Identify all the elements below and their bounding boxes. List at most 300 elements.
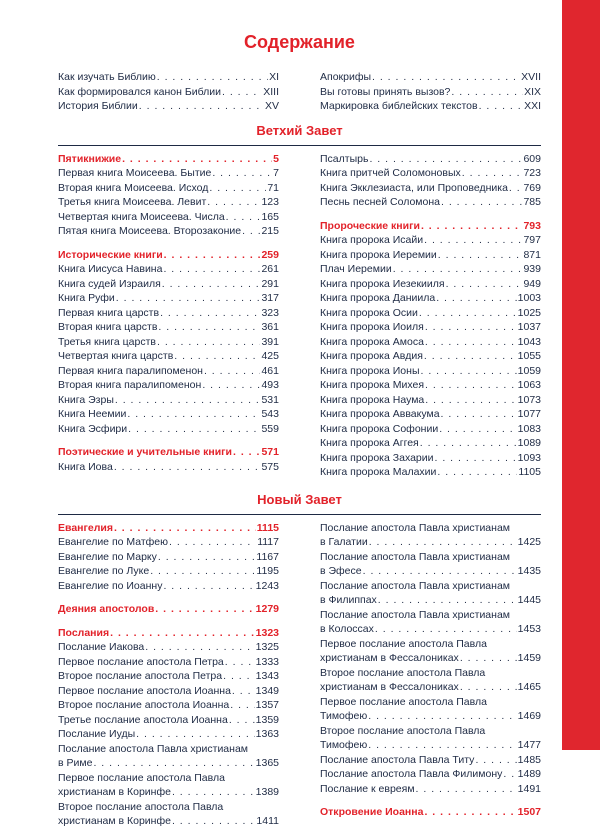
page-number: 871 bbox=[523, 248, 541, 261]
section-divider bbox=[58, 514, 541, 515]
toc-entry-title: Первая книга паралипоменон bbox=[58, 364, 203, 377]
dot-leader bbox=[425, 320, 517, 335]
toc-entry-title: Книга пророка Захарии bbox=[320, 451, 434, 464]
dot-leader bbox=[437, 465, 517, 480]
ot-left-column bbox=[58, 152, 279, 480]
dot-leader bbox=[169, 535, 256, 550]
toc-entry[interactable] bbox=[58, 85, 279, 100]
dot-leader bbox=[436, 291, 516, 306]
dot-leader bbox=[155, 602, 254, 617]
page-number: 1453 bbox=[517, 623, 541, 635]
dot-leader bbox=[435, 451, 517, 466]
toc-entry[interactable] bbox=[320, 724, 541, 753]
page-number: 1003 bbox=[517, 292, 541, 304]
toc-entry[interactable] bbox=[58, 393, 279, 408]
toc-entry[interactable] bbox=[320, 378, 541, 393]
toc-entry[interactable] bbox=[320, 152, 541, 167]
dot-leader bbox=[369, 535, 517, 550]
toc-entry-title: Третье послание апостола Иоанна bbox=[58, 713, 228, 726]
toc-entry[interactable] bbox=[58, 771, 279, 800]
page-number: 1359 bbox=[255, 713, 279, 726]
dot-leader bbox=[93, 756, 254, 771]
toc-entry[interactable] bbox=[320, 608, 541, 637]
page-number: 769 bbox=[523, 181, 541, 194]
toc-entry-title: Послания bbox=[58, 626, 110, 639]
toc-section-entry[interactable] bbox=[58, 521, 279, 536]
toc-entry-title: Исторические книги bbox=[58, 248, 163, 261]
dot-leader bbox=[139, 99, 264, 114]
toc-entry-title: Послание апостола Павла Филимону bbox=[320, 768, 503, 780]
page-number: 71 bbox=[267, 181, 279, 194]
dot-leader bbox=[122, 152, 272, 167]
toc-entry[interactable] bbox=[320, 277, 541, 292]
toc-section-entry[interactable] bbox=[320, 805, 541, 820]
page-number: 531 bbox=[261, 393, 279, 406]
dot-leader bbox=[226, 210, 261, 225]
toc-entry[interactable] bbox=[320, 451, 541, 466]
intro-left-column bbox=[58, 70, 279, 114]
page-number: 1459 bbox=[517, 652, 541, 664]
page-number: 723 bbox=[523, 167, 541, 179]
dot-leader bbox=[368, 709, 516, 724]
dot-leader bbox=[479, 99, 523, 114]
page-number: XV bbox=[264, 100, 279, 112]
toc-entry[interactable] bbox=[58, 727, 279, 742]
toc-entry[interactable] bbox=[58, 320, 279, 335]
toc-entry[interactable] bbox=[320, 99, 541, 114]
toc-entry[interactable] bbox=[58, 262, 279, 277]
toc-entry-title: в Филиппах bbox=[320, 594, 377, 606]
page-number: 1477 bbox=[517, 739, 541, 751]
page-number: 1445 bbox=[517, 594, 541, 606]
page-number: 1115 bbox=[256, 521, 279, 534]
toc-entry-title: Четвертая книга царств bbox=[58, 350, 174, 362]
page-number: 1195 bbox=[256, 565, 279, 577]
page-number: 165 bbox=[261, 210, 279, 223]
nt-left-column bbox=[58, 521, 279, 829]
toc-entry[interactable] bbox=[58, 550, 279, 565]
dot-leader bbox=[174, 349, 260, 364]
toc-entry-title: Первая книга Моисеева. Бытие bbox=[58, 167, 212, 179]
toc-entry-title: Апокрифы bbox=[320, 71, 372, 83]
page-number: 493 bbox=[261, 379, 279, 391]
page-number: 1363 bbox=[255, 728, 279, 740]
dot-leader bbox=[424, 805, 516, 820]
dot-leader bbox=[229, 713, 255, 728]
toc-entry-title: Евангелие по Луке bbox=[58, 565, 150, 577]
toc-entry-title: Маркировка библейских текстов bbox=[320, 100, 478, 112]
toc-entry-title: Первая книга царств bbox=[58, 306, 160, 319]
page-number: 361 bbox=[261, 321, 279, 333]
dot-leader bbox=[460, 680, 517, 695]
page-number: 1243 bbox=[255, 579, 279, 592]
dot-leader bbox=[421, 219, 523, 234]
toc-section-entry[interactable] bbox=[58, 626, 279, 641]
page-number: 215 bbox=[261, 225, 279, 237]
toc-entry-title: христианам в Фессалониках bbox=[320, 681, 459, 693]
toc-entry-title: История Библии bbox=[58, 100, 138, 112]
toc-entry[interactable] bbox=[58, 422, 279, 437]
toc-section-entry[interactable] bbox=[58, 248, 279, 263]
toc-entry-title: христианам в Фессалониках bbox=[320, 652, 459, 664]
page-number: XIX bbox=[524, 85, 541, 98]
dot-leader bbox=[225, 655, 255, 670]
toc-entry-title: Тимофею bbox=[320, 739, 368, 751]
page-number: 1279 bbox=[255, 603, 279, 615]
page-number: 323 bbox=[261, 306, 279, 319]
page-number: 1349 bbox=[255, 684, 279, 697]
toc-entry-title: Евангелие по Марку bbox=[58, 550, 157, 563]
page-number: 1357 bbox=[255, 699, 279, 711]
toc-entry-title: Книга пророка Осии bbox=[320, 306, 418, 319]
toc-entry[interactable] bbox=[320, 436, 541, 451]
toc-entry[interactable] bbox=[320, 550, 541, 579]
page-number: 1491 bbox=[517, 782, 541, 795]
page-number: 1025 bbox=[517, 306, 541, 319]
toc-entry[interactable] bbox=[58, 640, 279, 655]
toc-entry-title: Книга Иова bbox=[58, 460, 113, 473]
toc-entry-title: Книга пророка Михея bbox=[320, 379, 425, 391]
page-number: 1425 bbox=[517, 536, 541, 548]
toc-entry-title: Евангелие по Матфею bbox=[58, 536, 169, 548]
dot-leader bbox=[416, 782, 517, 797]
page-number: 1073 bbox=[517, 393, 541, 406]
toc-entry[interactable] bbox=[320, 465, 541, 480]
page-number: 785 bbox=[523, 196, 541, 208]
dot-leader bbox=[230, 698, 254, 713]
toc-entry-title: Послание апостола Павла Титу bbox=[320, 753, 475, 766]
dot-leader bbox=[164, 248, 261, 263]
intro-section bbox=[58, 70, 541, 114]
toc-entry[interactable] bbox=[58, 291, 279, 306]
toc-section-entry[interactable] bbox=[58, 152, 279, 167]
toc-entry[interactable] bbox=[58, 70, 279, 85]
toc-entry[interactable] bbox=[58, 684, 279, 699]
toc-entry-title-line: Второе послание апостола Павла bbox=[320, 666, 486, 679]
toc-entry[interactable] bbox=[58, 210, 279, 225]
toc-entry-title: Евангелия bbox=[58, 521, 113, 534]
page-number: 609 bbox=[523, 152, 541, 165]
toc-entry[interactable] bbox=[58, 579, 279, 594]
page-number: 571 bbox=[261, 446, 279, 458]
dot-leader bbox=[114, 521, 256, 536]
dot-leader bbox=[114, 460, 261, 475]
toc-entry-title: Евангелие по Иоанну bbox=[58, 579, 163, 592]
dot-leader bbox=[116, 291, 261, 306]
toc-entry[interactable] bbox=[58, 364, 279, 379]
page-number: 543 bbox=[261, 408, 279, 420]
page-number: XVII bbox=[521, 71, 541, 83]
page-number: 291 bbox=[261, 277, 279, 290]
new-testament-section bbox=[58, 521, 541, 829]
toc-entry-title-line: Первое послание апостола Павла bbox=[320, 637, 487, 650]
dot-leader bbox=[136, 727, 254, 742]
new-testament-heading: Новый Завет bbox=[257, 491, 342, 507]
toc-entry-title: Второе послание апостола Петра bbox=[58, 670, 223, 682]
dot-leader bbox=[115, 393, 261, 408]
toc-entry-title-line: Второе послание апостола Павла bbox=[58, 800, 224, 813]
toc-entry-title: в Галатии bbox=[320, 536, 368, 548]
dot-leader bbox=[242, 224, 260, 239]
toc-entry[interactable] bbox=[320, 782, 541, 797]
page-number: 575 bbox=[261, 460, 279, 473]
toc-entry-title: Книга пророка Аггея bbox=[320, 437, 419, 449]
toc-entry-title: Поэтические и учительные книги bbox=[58, 446, 232, 458]
page-number: 939 bbox=[523, 263, 541, 275]
toc-entry[interactable] bbox=[58, 800, 279, 829]
toc-entry-title: Третья книга Моисеева. Левит bbox=[58, 196, 207, 208]
toc-entry[interactable] bbox=[320, 349, 541, 364]
toc-entry-title: Послание Иуды bbox=[58, 728, 136, 740]
toc-entry-title: Пятая книга Моисеева. Второзаконие bbox=[58, 225, 242, 237]
toc-entry-title: христианам в Коринфе bbox=[58, 786, 171, 798]
page-number: 5 bbox=[273, 152, 279, 165]
toc-entry[interactable] bbox=[320, 637, 541, 666]
toc-entry[interactable] bbox=[58, 713, 279, 728]
toc-entry-title: Книга Неемии bbox=[58, 408, 127, 420]
toc-entry-title: Вторая книга паралипоменон bbox=[58, 379, 202, 391]
toc-entry-title: Книга Руфи bbox=[58, 292, 115, 304]
toc-entry-title: Вы готовы принять вызов? bbox=[320, 85, 451, 98]
page-number: 1089 bbox=[517, 437, 541, 449]
toc-entry[interactable] bbox=[320, 195, 541, 210]
dot-leader bbox=[162, 277, 261, 292]
page-number: 1093 bbox=[517, 451, 541, 464]
page-number: 425 bbox=[261, 350, 279, 362]
toc-entry-title: Книга пророка Малахии bbox=[320, 466, 437, 478]
toc-entry-title: Пятикнижие bbox=[58, 152, 122, 165]
toc-entry[interactable] bbox=[320, 753, 541, 768]
page-number: 1105 bbox=[518, 466, 541, 478]
toc-entry[interactable] bbox=[58, 669, 279, 684]
dot-leader bbox=[451, 85, 523, 100]
toc-entry-title: Книга Иисуса Навина bbox=[58, 263, 163, 275]
toc-entry[interactable] bbox=[58, 195, 279, 210]
dot-leader bbox=[425, 335, 517, 350]
page-number: 317 bbox=[261, 292, 279, 304]
dot-leader bbox=[446, 277, 523, 292]
dot-leader bbox=[158, 550, 256, 565]
toc-entry[interactable] bbox=[58, 535, 279, 550]
toc-entry-title: Книга Эзры bbox=[58, 393, 114, 406]
dot-leader bbox=[209, 181, 266, 196]
toc-entry-title: Книга притчей Соломоновых bbox=[320, 167, 461, 179]
dot-leader bbox=[110, 626, 255, 641]
page-number: 1323 bbox=[255, 626, 279, 639]
page-number: 1435 bbox=[517, 565, 541, 577]
dot-leader bbox=[157, 335, 260, 350]
dot-leader bbox=[212, 166, 272, 181]
old-testament-heading: Ветхий Завет bbox=[256, 122, 343, 138]
page-number: 1167 bbox=[256, 550, 279, 563]
toc-entry-title: Книга Экклезиаста, или Проповедника bbox=[320, 181, 508, 194]
page-number: 1469 bbox=[517, 710, 541, 722]
page-number: 259 bbox=[261, 248, 279, 261]
section-divider bbox=[58, 145, 541, 146]
page-number: 1485 bbox=[517, 753, 541, 766]
toc-entry-title: Как изучать Библию bbox=[58, 71, 156, 83]
toc-entry-title-line: Послание апостола Павла христианам bbox=[320, 608, 511, 621]
toc-entry-title-line: Послание апостола Павла христианам bbox=[320, 521, 511, 534]
toc-entry[interactable] bbox=[58, 181, 279, 196]
toc-entry[interactable] bbox=[320, 70, 541, 85]
toc-entry-title: Книга пророка Софонии bbox=[320, 422, 439, 435]
toc-entry-title-line: Второе послание апостола Павла bbox=[320, 724, 486, 737]
toc-entry-title: христианам в Коринфе bbox=[58, 815, 171, 827]
page-number: 1117 bbox=[257, 536, 279, 548]
dot-leader bbox=[438, 248, 523, 263]
toc-entry-title: Книга пророка Иоиля bbox=[320, 321, 424, 333]
toc-section-entry[interactable] bbox=[58, 602, 279, 617]
dot-leader bbox=[378, 593, 517, 608]
toc-entry[interactable] bbox=[58, 166, 279, 181]
toc-entry[interactable] bbox=[320, 335, 541, 350]
toc-entry[interactable] bbox=[320, 666, 541, 695]
page-number: 1343 bbox=[255, 670, 279, 682]
toc-entry[interactable] bbox=[320, 320, 541, 335]
toc-entry-title-line: Первое послание апостола Павла bbox=[320, 695, 487, 708]
page-number: 1043 bbox=[517, 335, 541, 348]
dot-leader bbox=[424, 349, 517, 364]
toc-entry[interactable] bbox=[58, 564, 279, 579]
dot-leader bbox=[372, 70, 520, 85]
toc-entry[interactable] bbox=[320, 579, 541, 608]
toc-entry[interactable] bbox=[320, 422, 541, 437]
toc-entry-title: Вторая книга царств bbox=[58, 321, 158, 333]
toc-entry[interactable] bbox=[58, 99, 279, 114]
toc-entry[interactable] bbox=[320, 166, 541, 181]
dot-leader bbox=[158, 320, 260, 335]
toc-page bbox=[58, 0, 541, 829]
dot-leader bbox=[157, 70, 268, 85]
page-number: 1389 bbox=[255, 786, 279, 798]
dot-leader bbox=[441, 407, 517, 422]
page-number: 949 bbox=[523, 277, 541, 290]
toc-entry[interactable] bbox=[58, 378, 279, 393]
dot-leader bbox=[420, 436, 517, 451]
page-number: 1411 bbox=[256, 815, 279, 827]
dot-leader bbox=[204, 364, 261, 379]
toc-section-entry[interactable] bbox=[320, 219, 541, 234]
toc-entry[interactable] bbox=[58, 460, 279, 475]
toc-entry[interactable] bbox=[320, 306, 541, 321]
dot-leader bbox=[163, 579, 254, 594]
toc-entry-title: Плач Иеремии bbox=[320, 263, 392, 275]
toc-entry-title: Книга пророка Иезекииля bbox=[320, 277, 445, 290]
toc-entry-title: в Риме bbox=[58, 757, 93, 769]
dot-leader bbox=[393, 262, 523, 277]
toc-entry-title: Книга пророка Наума bbox=[320, 393, 425, 406]
toc-entry-title-line: Послание апостола Павла христианам bbox=[58, 742, 249, 755]
toc-entry[interactable] bbox=[320, 521, 541, 550]
page-number: 793 bbox=[523, 219, 541, 232]
toc-entry-title: в Колоссах bbox=[320, 623, 374, 635]
toc-section-entry[interactable] bbox=[58, 445, 279, 460]
page-number: 1083 bbox=[517, 422, 541, 435]
dot-leader bbox=[441, 195, 522, 210]
toc-entry[interactable] bbox=[320, 767, 541, 782]
toc-entry-title-line: Первое послание апостола Павла bbox=[58, 771, 225, 784]
toc-entry[interactable] bbox=[58, 742, 279, 771]
old-testament-section bbox=[58, 152, 541, 480]
dot-leader bbox=[368, 738, 516, 753]
dot-leader bbox=[233, 445, 260, 460]
dot-leader bbox=[150, 564, 255, 579]
toc-entry-title: Книга Эсфири bbox=[58, 422, 128, 435]
dot-leader bbox=[503, 767, 516, 782]
dot-leader bbox=[475, 753, 516, 768]
toc-entry-title: Третья книга царств bbox=[58, 335, 156, 348]
toc-entry[interactable] bbox=[320, 407, 541, 422]
toc-entry-title: Откровение Иоанна bbox=[320, 806, 424, 818]
toc-entry[interactable] bbox=[58, 655, 279, 670]
toc-entry[interactable] bbox=[320, 248, 541, 263]
toc-entry-title: Книга пророка Амоса bbox=[320, 335, 424, 348]
toc-entry-title-line: Послание апостола Павла христианам bbox=[320, 550, 511, 563]
dot-leader bbox=[172, 785, 255, 800]
dot-leader bbox=[421, 364, 517, 379]
page-number: 1465 bbox=[517, 681, 541, 693]
toc-entry-title: Первое послание апостола Петра bbox=[58, 655, 224, 668]
dot-leader bbox=[509, 181, 523, 196]
toc-entry-title: Книга пророка Иеремии bbox=[320, 248, 437, 261]
toc-entry[interactable] bbox=[58, 335, 279, 350]
toc-entry[interactable] bbox=[320, 364, 541, 379]
page-number: XXI bbox=[524, 100, 541, 112]
dot-leader bbox=[363, 564, 517, 579]
page-number: 1055 bbox=[517, 350, 541, 362]
toc-entry[interactable] bbox=[58, 407, 279, 422]
toc-entry[interactable] bbox=[58, 698, 279, 713]
page-number: 7 bbox=[273, 167, 279, 179]
toc-entry-title: Вторая книга Моисеева. Исход bbox=[58, 181, 209, 194]
toc-entry-title: Псалтырь bbox=[320, 152, 369, 165]
dot-leader bbox=[425, 393, 516, 408]
toc-entry[interactable] bbox=[58, 349, 279, 364]
page-number: 1077 bbox=[517, 408, 541, 420]
toc-entry-title: Песнь песней Соломона bbox=[320, 196, 440, 208]
toc-entry[interactable] bbox=[320, 233, 541, 248]
page-number: 1507 bbox=[517, 806, 541, 818]
page-number: 559 bbox=[261, 422, 279, 435]
toc-entry[interactable] bbox=[320, 262, 541, 277]
toc-entry[interactable] bbox=[320, 181, 541, 196]
toc-entry-title: Как формировался канон Библии bbox=[58, 85, 222, 98]
toc-entry-title: Книга пророка Аввакума bbox=[320, 408, 440, 420]
page-number: 797 bbox=[523, 234, 541, 246]
dot-leader bbox=[439, 422, 516, 437]
toc-entry[interactable] bbox=[58, 224, 279, 239]
page-number: 1365 bbox=[255, 757, 279, 769]
dot-leader bbox=[160, 306, 260, 321]
toc-entry[interactable] bbox=[58, 306, 279, 321]
toc-entry[interactable] bbox=[320, 695, 541, 724]
dot-leader bbox=[145, 640, 254, 655]
page-title: Содержание bbox=[244, 32, 355, 52]
dot-leader bbox=[424, 233, 522, 248]
toc-entry-title: Первое послание апостола Иоанна bbox=[58, 684, 231, 697]
toc-entry-title: в Эфесе bbox=[320, 565, 362, 577]
toc-entry[interactable] bbox=[58, 277, 279, 292]
toc-entry[interactable] bbox=[320, 85, 541, 100]
toc-entry[interactable] bbox=[320, 291, 541, 306]
toc-entry-title: Книга пророка Исайи bbox=[320, 234, 424, 246]
dot-leader bbox=[128, 422, 260, 437]
dot-leader bbox=[462, 166, 523, 181]
dot-leader bbox=[172, 814, 255, 829]
page-number: 461 bbox=[261, 364, 279, 377]
toc-entry[interactable] bbox=[320, 393, 541, 408]
